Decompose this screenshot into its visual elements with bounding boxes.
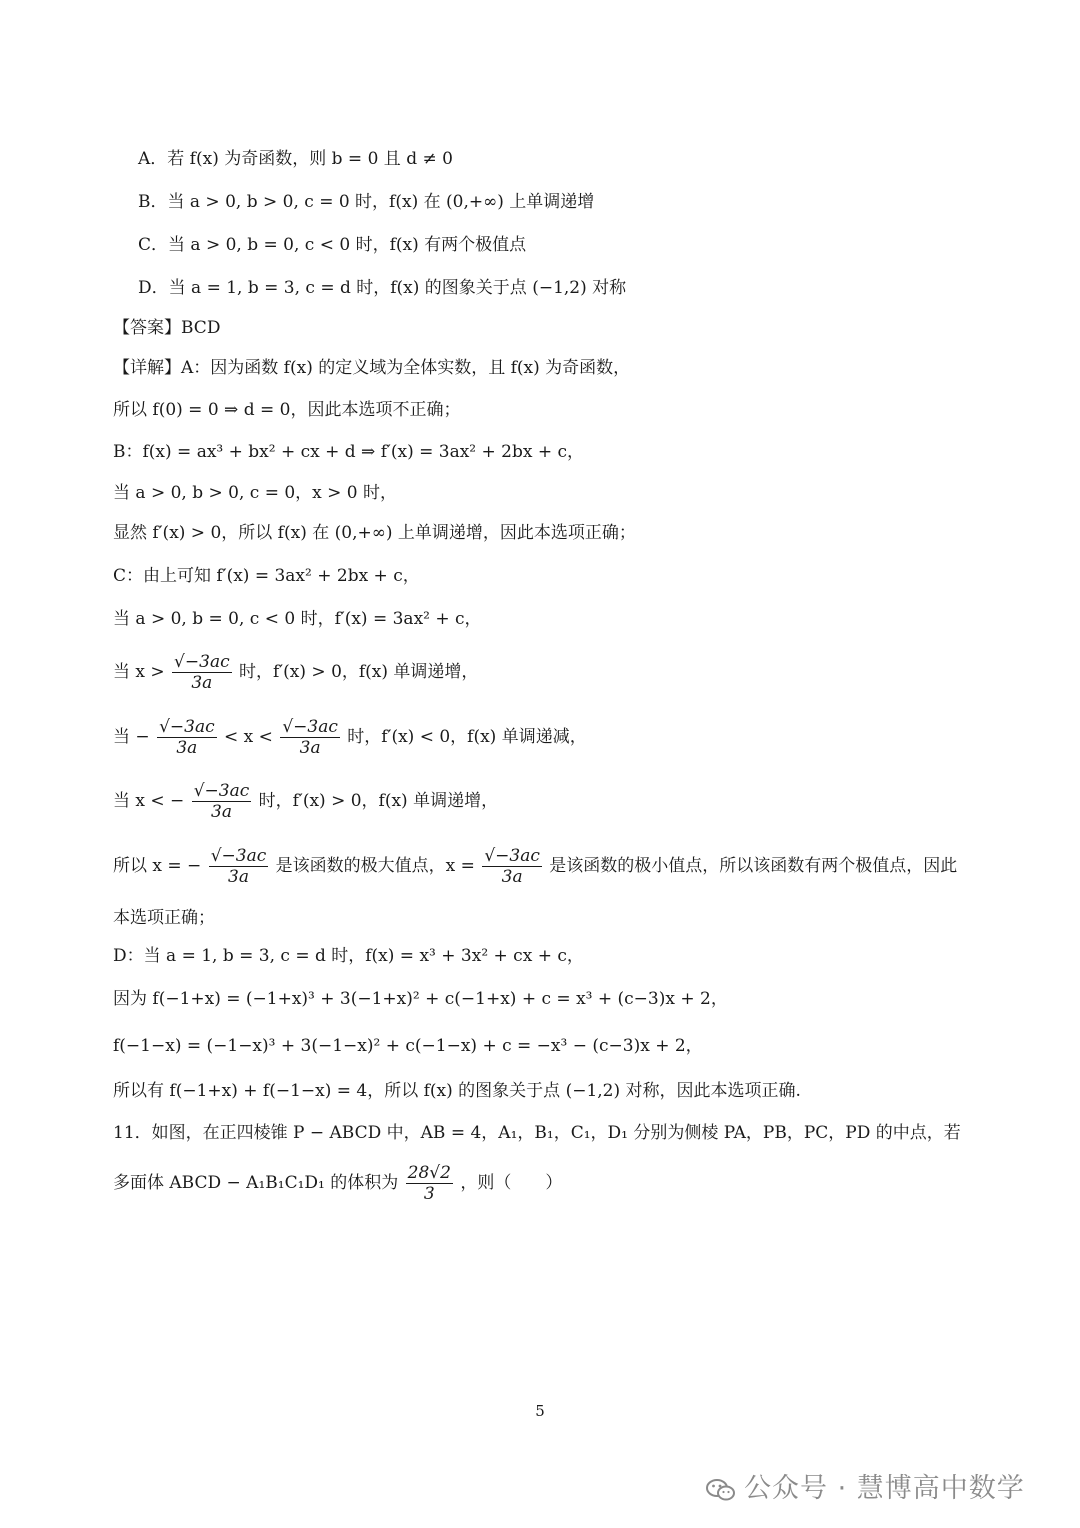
detail-line-8: [113, 652, 478, 693]
detail-line-16: 所以有 f(−1+x) + f(−1−x) = 4，所以 f(x) 的图象关于点 (−1,2) 对称，因此本选项正确.: [113, 1081, 801, 1101]
option-a: A．若 f(x) 为奇函数，则 b = 0 且 d ≠ 0: [138, 149, 453, 169]
fraction-numerator: √−3ac: [484, 846, 540, 866]
text: 当 −: [113, 727, 150, 747]
detail-line-11: [113, 846, 957, 887]
detail-line-4: 当 a > 0, b > 0, c = 0，x > 0 时，: [113, 483, 398, 503]
text: 是该函数的极小值点，所以该函数有两个极值点，因此: [549, 856, 958, 876]
text: 时，f′(x) > 0，f(x) 单调递增，: [258, 791, 499, 811]
fraction: [209, 846, 269, 887]
detail-line-12: 本选项正确；: [113, 908, 215, 928]
fraction-denominator: 3: [423, 1184, 435, 1204]
detail-line-15: f(−1−x) = (−1−x)³ + 3(−1−x)² + c(−1−x) + c = −x³ − (c−3)x + 2，: [113, 1036, 703, 1056]
detail-line-5: 显然 f′(x) > 0，所以 f(x) 在 (0,+∞) 上单调递增，因此本选项正确；: [113, 523, 636, 543]
text: 所以 x = −: [113, 856, 202, 876]
watermark-text: 公众号 · 慧博高中数学: [744, 1473, 1025, 1504]
detail-line-1: 【详解】A：因为函数 f(x) 的定义域为全体实数，且 f(x) 为奇函数，: [113, 358, 631, 378]
fraction-denominator: 3a: [228, 867, 249, 887]
detail-line-13: D：当 a = 1, b = 3, c = d 时，f(x) = x³ + 3x² + cx + c，: [113, 946, 584, 966]
page-number: 5: [535, 1402, 545, 1420]
fraction: [192, 781, 252, 822]
detail-line-14: 因为 f(−1+x) = (−1+x)³ + 3(−1+x)² + c(−1+x) + c = x³ + (c−3)x + 2，: [113, 989, 728, 1009]
fraction: [172, 652, 232, 693]
fraction-numerator: √−3ac: [282, 717, 338, 737]
detail-line-10: [113, 781, 498, 822]
question-11-line-2: [113, 1163, 562, 1204]
fraction: [280, 717, 340, 758]
fraction-numerator: 28√2: [407, 1163, 451, 1183]
option-d: D．当 a = 1, b = 3, c = d 时，f(x) 的图象关于点 (−1,2) 对称: [138, 278, 627, 298]
detail-line-7: 当 a > 0, b = 0, c < 0 时，f′(x) = 3ax² + c，: [113, 609, 482, 629]
answer-line: 【答案】BCD: [113, 318, 221, 338]
text: < x <: [224, 727, 273, 747]
fraction-numerator: √−3ac: [174, 652, 230, 672]
fraction: [482, 846, 542, 887]
detail-line-2: 所以 f(0) = 0 ⇒ d = 0，因此本选项不正确；: [113, 400, 461, 420]
option-b: B．当 a > 0, b > 0, c = 0 时，f(x) 在 (0,+∞) 上单调递增: [138, 192, 595, 212]
detail-line-9: [113, 717, 587, 758]
fraction-numerator: √−3ac: [210, 846, 267, 866]
wechat-icon: [706, 1478, 736, 1502]
detail-line-3: B：f(x) = ax³ + bx² + cx + d ⇒ f′(x) = 3ax² + 2bx + c，: [113, 442, 585, 462]
option-c: C．当 a > 0, b = 0, c < 0 时，f(x) 有两个极值点: [138, 235, 527, 255]
fraction-denominator: 3a: [211, 802, 232, 822]
fraction-numerator: √−3ac: [159, 717, 215, 737]
fraction-denominator: 3a: [176, 738, 198, 758]
text: 当 x < −: [113, 791, 185, 811]
text: 多面体 ABCD − A₁B₁C₁D₁ 的体积为: [113, 1173, 399, 1193]
fraction: [157, 717, 217, 758]
fraction-denominator: 3a: [299, 738, 321, 758]
text: ，则（ ）: [460, 1173, 563, 1193]
fraction-denominator: 3a: [191, 673, 213, 693]
text: 时，f′(x) > 0，f(x) 单调递增，: [239, 662, 479, 682]
text: 时，f′(x) < 0，f(x) 单调递减，: [347, 727, 587, 747]
watermark: [706, 1466, 1025, 1505]
detail-line-6: C：由上可知 f′(x) = 3ax² + 2bx + c，: [113, 566, 420, 586]
question-11-line-1: 11．如图，在正四棱锥 P − ABCD 中，AB = 4，A₁，B₁，C₁，D₁ 分别为侧棱 PA，PB，PC，PD 的中点，若: [113, 1123, 961, 1143]
text: 是该函数的极大值点，x =: [275, 856, 475, 876]
fraction-denominator: 3a: [501, 867, 523, 887]
fraction: [406, 1163, 453, 1204]
text: 当 x >: [113, 662, 165, 682]
fraction-numerator: √−3ac: [193, 781, 250, 801]
